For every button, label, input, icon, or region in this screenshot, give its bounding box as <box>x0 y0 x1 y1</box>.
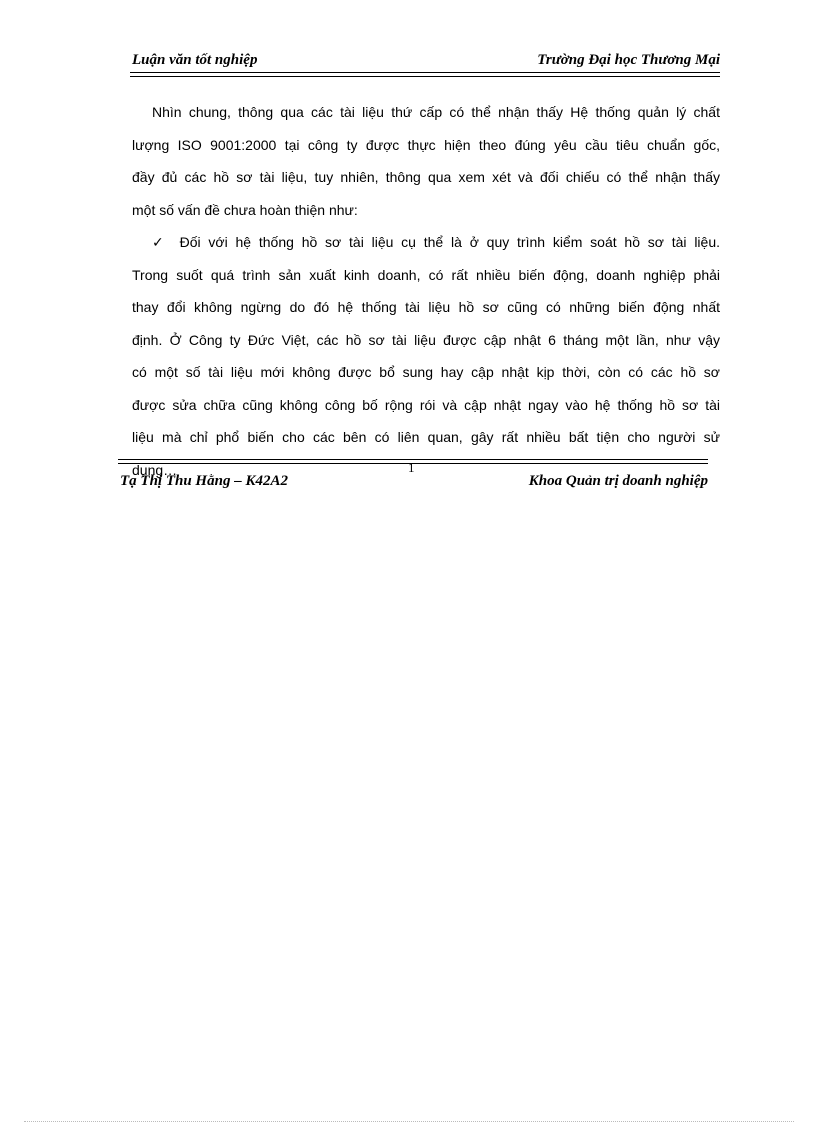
paragraph-line: đầy đủ các hồ sơ tài liệu, tuy nhiên, thông qua xem xét và đối chiếu có thể nhận thấy <box>132 169 720 185</box>
paragraph-line: Nhìn chung, thông qua các tài liệu thứ cấp có thể nhận thấy Hệ thống quản lý chất <box>152 104 720 120</box>
checkmark-icon: ✓ <box>152 235 168 251</box>
page-header <box>130 52 720 74</box>
footer-faculty-label: Khoa Quản trị doanh nghiệp <box>528 473 708 489</box>
footer-author-label: Tạ Thị Thu Hằng – K42A2 <box>120 473 288 489</box>
bullet-line <box>132 226 720 259</box>
body-text <box>132 96 720 486</box>
paragraph-line: Trong suốt quá trình sản xuất kinh doanh, có rất nhiều biến động, doanh nghiệp phải <box>132 266 720 283</box>
page-footer <box>118 473 708 495</box>
paragraph-line: được sửa chữa cũng không công bố rộng rói và cập nhật ngay vào hệ thống hồ sơ tài <box>132 396 720 413</box>
header-university-label: Trường Đại học Thương Mại <box>537 52 720 68</box>
paragraph-line: thay đổi không ngừng do đó hệ thống tài liệu hồ sơ cũng có những biến động nhất <box>132 299 720 315</box>
paragraph-line: một số vấn đề chưa hoàn thiện như: <box>132 201 358 218</box>
bullet-text: Đối với hệ thống hồ sơ tài liệu cụ thể là ở quy trình kiểm soát hồ sơ tài liệu. <box>179 234 721 250</box>
page-number: 1 <box>408 460 415 475</box>
paragraph-line: liệu mà chỉ phổ biến cho các bên có liên quan, gây rất nhiều bất tiện cho người sử <box>132 429 720 445</box>
paragraph-line: lượng ISO 9001:2000 tại công ty được thực hiện theo đúng yêu cầu tiêu chuẩn gốc, <box>132 136 720 153</box>
paragraph-line: dụng… <box>132 461 178 478</box>
page-edge <box>24 1121 794 1122</box>
paragraph-line: định. Ở Công ty Đức Việt, các hồ sơ tài liệu được cập nhật 6 tháng một lần, như vậy <box>132 331 720 348</box>
paragraph-line: có một số tài liệu mới không được bổ sung hay cập nhật kịp thời, còn có các hồ sơ <box>132 364 720 380</box>
header-thesis-label: Luận văn tốt nghiệp <box>132 52 258 68</box>
header-divider <box>130 72 720 77</box>
